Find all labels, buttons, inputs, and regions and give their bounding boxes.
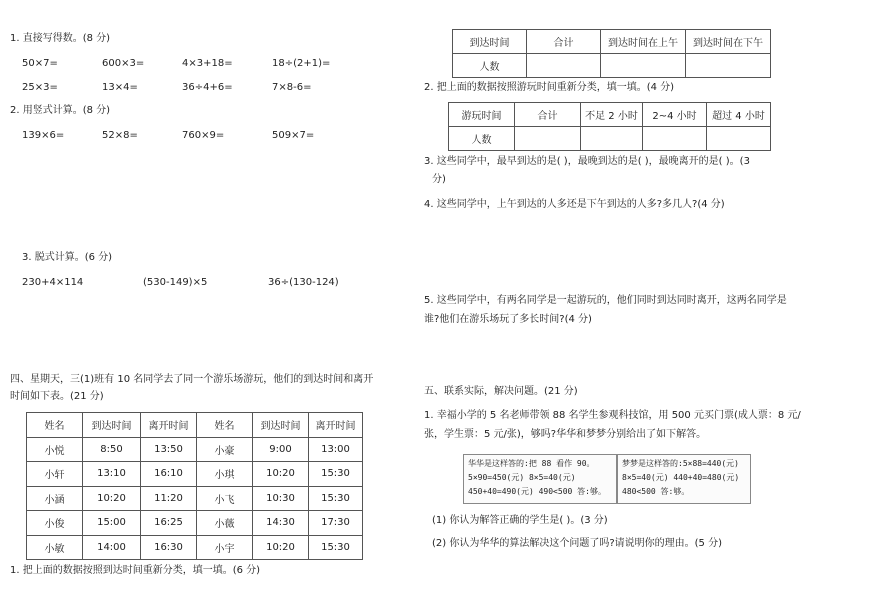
table-row — [27, 511, 363, 536]
section-5-title: 五、联系实际，解决问题。(21 分) — [424, 386, 578, 397]
row-label-cell: 人数 — [453, 54, 527, 78]
problem-1-3: 4×3+18= — [182, 58, 233, 69]
problem-1-2: 600×3= — [102, 58, 145, 69]
section-5-question-1-line1: 1. 幸福小学的 5 名老师带领 88 名学生参观科技馆，用 500 元买门票(成人票：8 元/ — [424, 410, 801, 421]
answer-cell[interactable] — [527, 54, 601, 78]
table-cell: 16:30 — [141, 535, 197, 560]
header-cell: 离开时间 — [309, 413, 363, 438]
section-4-intro-line2: 时间如下表。(21 分) — [10, 391, 104, 402]
question-5-line2: 谁?他们在游乐场玩了多长时间?(4 分) — [424, 314, 592, 325]
table-row — [27, 486, 363, 511]
table-cell: 小琪 — [197, 462, 253, 487]
header-cell: 到达时间 — [253, 413, 309, 438]
solution-line: 450+40=490(元) 490<500 答:够。 — [468, 487, 606, 496]
header-cell: 到达时间 — [453, 30, 527, 54]
table-cell: 16:25 — [141, 511, 197, 536]
question-3-line1: 3. 这些同学中，最早到达的是( )，最晚到达的是( )，最晚离开的是( )。(3 — [424, 156, 750, 167]
header-cell: 2~4 小时 — [643, 103, 707, 127]
header-cell: 游玩时间 — [449, 103, 515, 127]
table-cell: 15:00 — [83, 511, 141, 536]
problem-2-2: 52×8= — [102, 130, 138, 141]
table-cell: 13:00 — [309, 437, 363, 462]
answer-cell[interactable] — [601, 54, 686, 78]
header-cell: 到达时间在上午 — [601, 30, 686, 54]
table-cell: 小豪 — [197, 437, 253, 462]
question-2: 2. 把上面的数据按照游玩时间重新分类，填一填。(4 分) — [424, 82, 675, 93]
solution-line: 华华是这样答的:把 88 看作 90。 — [468, 459, 595, 468]
section-5-question-1-line2: 张，学生票：5 元/张)，够吗?华华和梦梦分别给出了如下解答。 — [424, 429, 707, 440]
header-cell: 合计 — [515, 103, 581, 127]
problem-3-3: 36÷(130-124) — [268, 277, 339, 288]
header-cell: 超过 4 小时 — [707, 103, 771, 127]
header-cell: 离开时间 — [141, 413, 197, 438]
problem-1-4: 18÷(2+1)= — [272, 58, 331, 69]
problem-2-3: 760×9= — [182, 130, 225, 141]
problem-2-4: 509×7= — [272, 130, 315, 141]
solution-line: 8×5=40(元) 440+40=480(元) — [622, 473, 740, 482]
table-cell: 10:30 — [253, 486, 309, 511]
section-4-question-1: 1. 把上面的数据按照到达时间重新分类，填一填。(6 分) — [10, 565, 261, 576]
table-header-row — [27, 413, 363, 438]
sub-question-1: (1) 你认为解答正确的学生是( )。(3 分) — [432, 515, 608, 526]
visit-time-table — [26, 412, 363, 560]
answer-cell[interactable] — [707, 127, 771, 151]
solution-line: 梦梦是这样答的:5×88=440(元) — [622, 459, 739, 468]
table-cell: 9:00 — [253, 437, 309, 462]
table-cell: 小敏 — [27, 535, 83, 560]
section-2-title: 2. 用竖式计算。(8 分) — [10, 105, 111, 116]
mengmeng-solution-box — [617, 454, 751, 504]
table-cell: 小飞 — [197, 486, 253, 511]
table-cell: 14:30 — [253, 511, 309, 536]
table-cell: 14:00 — [83, 535, 141, 560]
table-cell: 15:30 — [309, 535, 363, 560]
table-cell: 小薇 — [197, 511, 253, 536]
section-4-intro-line1: 四、星期天，三(1)班有 10 名同学去了同一个游乐场游玩，他们的到达时间和离开 — [10, 374, 374, 385]
table-cell: 小宇 — [197, 535, 253, 560]
header-cell: 不足 2 小时 — [581, 103, 643, 127]
table-row — [27, 437, 363, 462]
table-cell: 15:30 — [309, 462, 363, 487]
table-cell: 小悦 — [27, 437, 83, 462]
row-label-cell: 人数 — [449, 127, 515, 151]
answer-cell[interactable] — [686, 54, 771, 78]
table-cell: 16:10 — [141, 462, 197, 487]
header-cell: 合计 — [527, 30, 601, 54]
question-5-line1: 5. 这些同学中，有两名同学是一起游玩的，他们同时到达同时离开，这两名同学是 — [424, 295, 787, 306]
problem-1-5: 25×3= — [22, 82, 58, 93]
answer-cell[interactable] — [643, 127, 707, 151]
question-4: 4. 这些同学中，上午到达的人多还是下午到达的人多?多几人?(4 分) — [424, 199, 725, 210]
answer-cell[interactable] — [515, 127, 581, 151]
header-cell: 到达时间 — [83, 413, 141, 438]
header-cell: 姓名 — [27, 413, 83, 438]
answer-cell[interactable] — [581, 127, 643, 151]
table-row — [27, 462, 363, 487]
table-cell: 11:20 — [141, 486, 197, 511]
section-1-title: 1. 直接写得数。(8 分) — [10, 33, 111, 44]
table-cell: 小俊 — [27, 511, 83, 536]
problem-3-2: (530-149)×5 — [143, 277, 208, 288]
problem-3-1: 230+4×114 — [22, 277, 84, 288]
solution-line: 5×90=450(元) 8×5=40(元) — [468, 473, 576, 482]
table-cell: 小轩 — [27, 462, 83, 487]
table-cell: 小涵 — [27, 486, 83, 511]
table-cell: 13:10 — [83, 462, 141, 487]
table-cell: 17:30 — [309, 511, 363, 536]
table-cell: 10:20 — [253, 462, 309, 487]
question-3-line2: 分) — [432, 174, 446, 185]
problem-1-7: 36÷4+6= — [182, 82, 233, 93]
table-cell: 10:20 — [253, 535, 309, 560]
table-cell: 10:20 — [83, 486, 141, 511]
header-cell: 到达时间在下午 — [686, 30, 771, 54]
sub-question-2: (2) 你认为华华的算法解决这个问题了吗?请说明你的理由。(5 分) — [432, 538, 722, 549]
problem-1-6: 13×4= — [102, 82, 138, 93]
table-cell: 13:50 — [141, 437, 197, 462]
header-cell: 姓名 — [197, 413, 253, 438]
playtime-classify-table — [448, 102, 771, 151]
table-cell: 15:30 — [309, 486, 363, 511]
arrival-classify-table — [452, 29, 771, 78]
solution-line: 480<500 答:够。 — [622, 487, 690, 496]
problem-1-8: 7×8-6= — [272, 82, 312, 93]
huahua-solution-box — [463, 454, 617, 504]
problem-2-1: 139×6= — [22, 130, 65, 141]
section-3-title: 3. 脱式计算。(6 分) — [22, 252, 113, 263]
table-cell: 8:50 — [83, 437, 141, 462]
table-row — [27, 535, 363, 560]
problem-1-1: 50×7= — [22, 58, 58, 69]
